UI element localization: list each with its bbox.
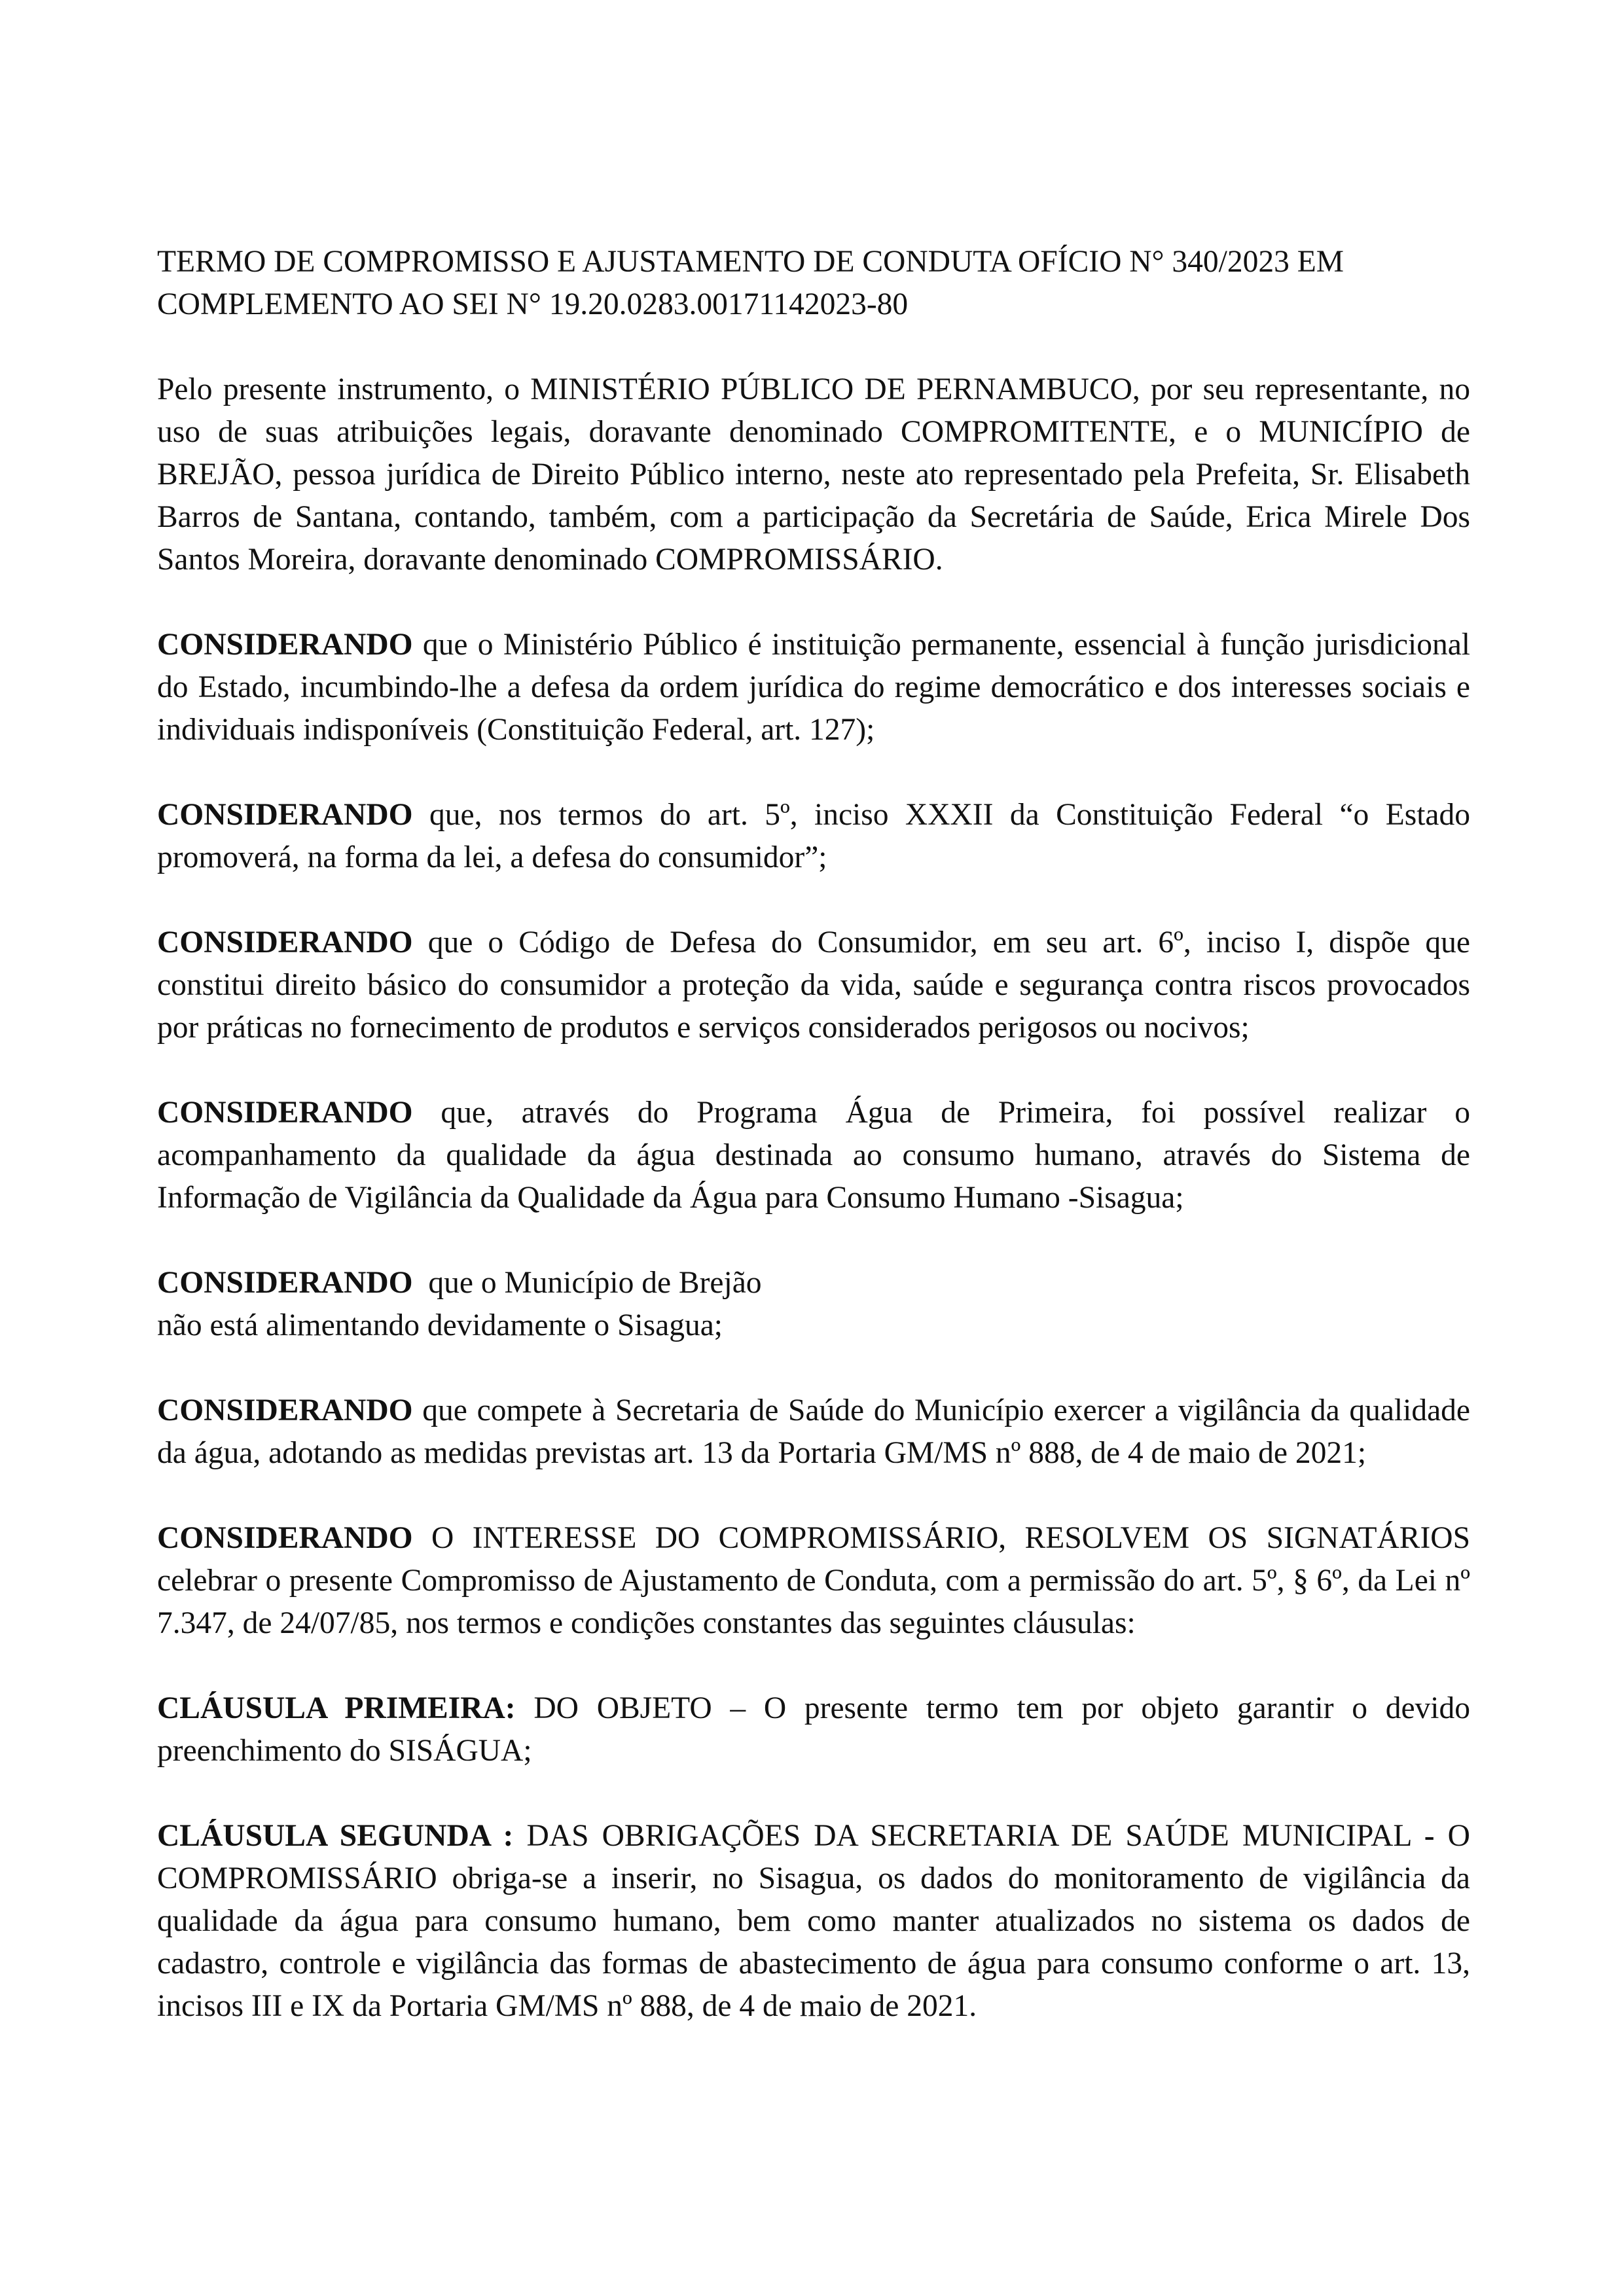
considerando-paragraph-3 bbox=[157, 922, 1470, 1049]
considerando-text: que compete à Secretaria de Saúde do Município exercer a vigilância da qualidade da água, adotando as medidas previstas art. 13 da Portaria GM/MS nº 888, de 4 de maio de 2021; bbox=[157, 1393, 1470, 1470]
considerando-label: CONSIDERANDO bbox=[157, 798, 413, 832]
clausula-text: DO OBJETO – O presente termo tem por objeto garantir o devido preenchimento do SISÁGUA; bbox=[157, 1691, 1470, 1768]
considerando-text: que o Ministério Público é instituição permanente, essencial à função jurisdicional do Estado, incumbindo-lhe a defesa da ordem jurídica do regime democrático e dos interesses sociais e individuais indisponíveis (Constituição Federal, art. 127); bbox=[157, 628, 1470, 747]
considerando-paragraph-1 bbox=[157, 624, 1470, 751]
considerando-paragraph-4 bbox=[157, 1092, 1470, 1219]
considerando-text: que, através do Programa Água de Primeira, foi possível realizar o acompanhamento da qualidade da água destinada ao consumo humano, através do Sistema de Informação de Vigilância da Qualidade da Água para Consumo Humano -Sisagua; bbox=[157, 1096, 1470, 1215]
intro-paragraph: Pelo presente instrumento, o MINISTÉRIO PÚBLICO DE PERNAMBUCO, por seu representante, no uso de suas atribuições legais, doravante denominado COMPROMITENTE, e o MUNICÍPIO de BREJÃO, pessoa jurídica de Direito Público interno, neste ato representado pela Prefeita, Sr. Elisabeth Barros de Santana, contando, também, com a participação da Secretária de Saúde, Erica Mirele Dos Santos Moreira, doravante denominado COMPROMISSÁRIO. bbox=[157, 372, 1470, 577]
considerando-label: CONSIDERANDO bbox=[157, 628, 413, 662]
considerando-label: CONSIDERANDO bbox=[157, 925, 413, 960]
considerando-label: CONSIDERANDO bbox=[157, 1096, 413, 1130]
considerando-paragraph-6 bbox=[157, 1390, 1470, 1475]
clausula-label: CLÁUSULA PRIMEIRA: bbox=[157, 1691, 516, 1725]
considerando-label: CONSIDERANDO bbox=[157, 1266, 413, 1300]
considerando-paragraph-5 bbox=[157, 1262, 1470, 1347]
considerando-paragraph-2 bbox=[157, 794, 1470, 879]
considerando-paragraph-7 bbox=[157, 1517, 1470, 1645]
clausula-segunda bbox=[157, 1815, 1470, 2028]
considerando-text: que, nos termos do art. 5º, inciso XXXII da Constituição Federal “o Estado promoverá, na forma da lei, a defesa do consumidor”; bbox=[157, 798, 1470, 874]
title-line-1: TERMO DE COMPROMISSO E AJUSTAMENTO DE CONDUTA OFÍCIO N° 340/2023 EM bbox=[157, 245, 1344, 279]
title-line-2: COMPLEMENTO AO SEI N° 19.20.0283.00171142023-80 bbox=[157, 287, 909, 321]
considerando-text: O INTERESSE DO COMPROMISSÁRIO, RESOLVEM OS SIGNATÁRIOS celebrar o presente Compromisso de Ajustamento de Conduta, com a permissão do art. 5º, § 6º, da Lei nº 7.347, de 24/07/85, nos termos e condições constantes das seguintes cláusulas: bbox=[157, 1521, 1470, 1640]
document-title bbox=[157, 241, 1470, 326]
clausula-dash: - bbox=[1424, 1819, 1435, 1853]
considerando-label: CONSIDERANDO bbox=[157, 1393, 413, 1427]
clausula-primeira bbox=[157, 1687, 1470, 1772]
considerando-label: CONSIDERANDO bbox=[157, 1521, 413, 1555]
considerando-text: que o Município de Brejão bbox=[412, 1266, 762, 1300]
considerando-line-2: não está alimentando devidamente o Sisagua; bbox=[157, 1308, 723, 1342]
clausula-text: O COMPROMISSÁRIO obriga-se a inserir, no Sisagua, os dados do monitoramento de vigilância da qualidade da água para consumo humano, bem como manter atualizados no sistema os dados de cadastro, controle e vigilância das formas de abastecimento de água para consumo conforme o art. 13, incisos III e IX da Portaria GM/MS nº 888, de 4 de maio de 2021. bbox=[157, 1819, 1470, 2023]
clausula-heading-text: DAS OBRIGAÇÕES DA SECRETARIA DE SAÚDE MUNICIPAL bbox=[513, 1819, 1424, 1853]
clausula-label: CLÁUSULA SEGUNDA : bbox=[157, 1819, 514, 1853]
document-page bbox=[157, 241, 1470, 2070]
considerando-line-1 bbox=[157, 1262, 1470, 1304]
considerando-text: que o Código de Defesa do Consumidor, em seu art. 6º, inciso I, dispõe que constitui direito básico do consumidor a proteção da vida, saúde e segurança contra riscos provocados por práticas no fornecimento de produtos e serviços considerados perigosos ou nocivos; bbox=[157, 925, 1470, 1045]
